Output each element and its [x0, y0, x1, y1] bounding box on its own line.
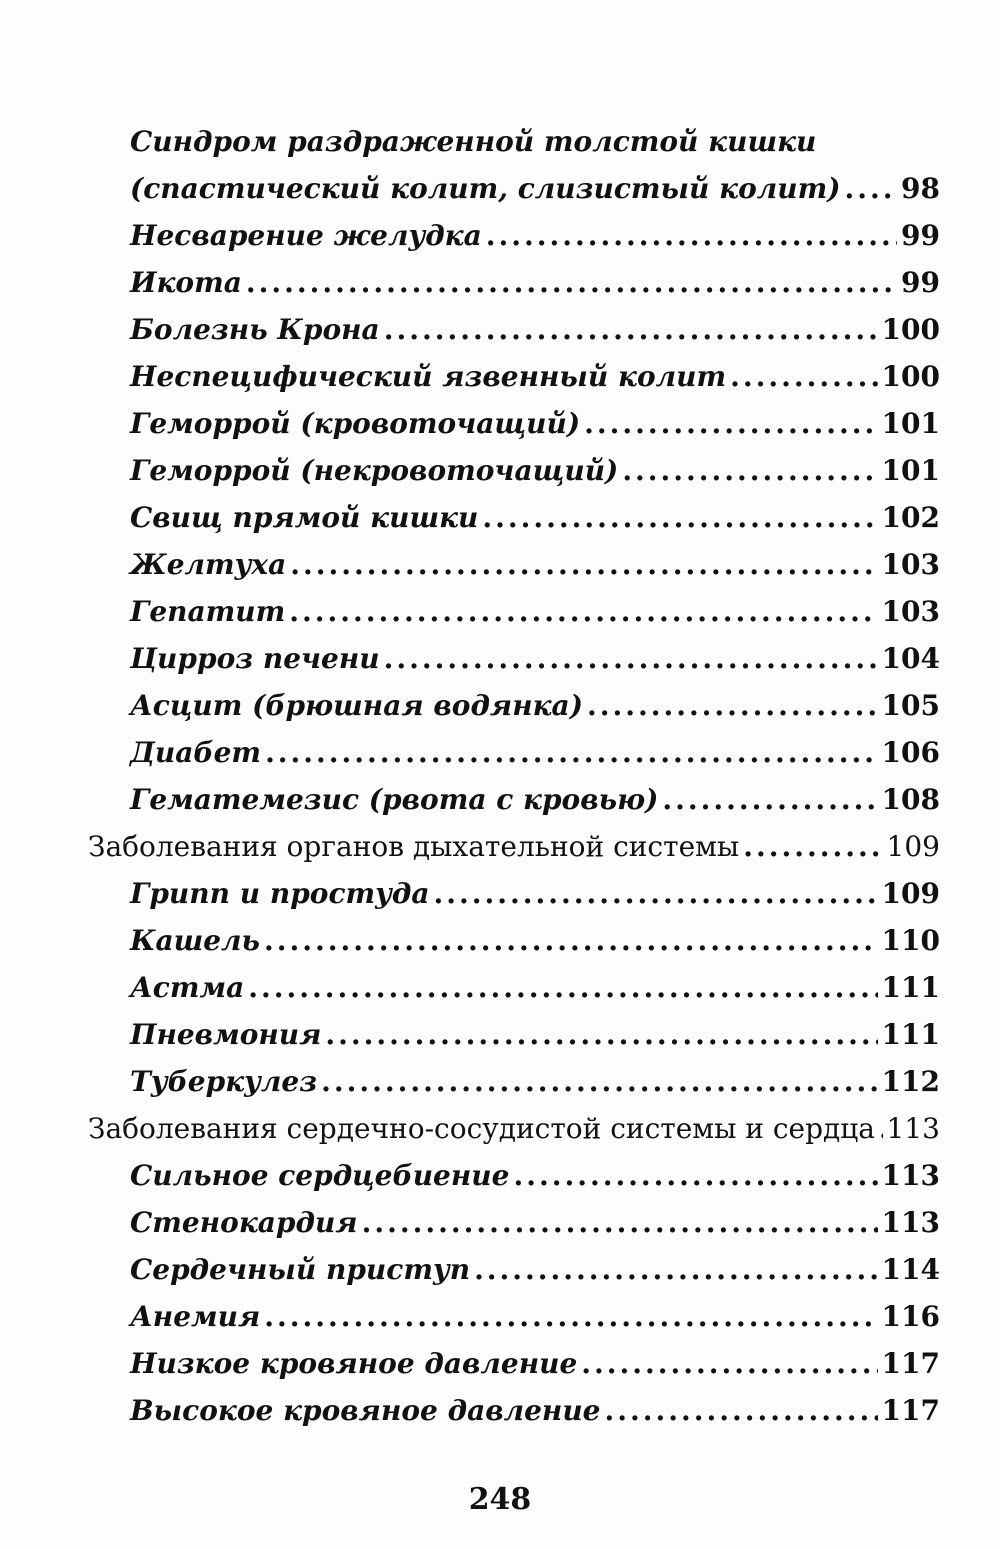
- toc-entry-title: Сердечный приступ: [130, 1253, 471, 1286]
- toc-entry-page: 108: [881, 783, 940, 816]
- toc-entry-title: Геморрой (некровоточащий): [130, 454, 619, 487]
- toc-entry-title: Неспецифический язвенный колит: [130, 360, 727, 393]
- dot-leader: [743, 823, 882, 870]
- toc-entry-page: 113: [881, 1159, 940, 1192]
- toc-entry-row[interactable]: [88, 494, 940, 541]
- toc-entry-page: 113: [886, 1112, 940, 1145]
- toc-entry-title: Геморрой (кровоточащий): [130, 407, 581, 440]
- toc-entry-title: Кашель: [130, 924, 261, 957]
- dot-leader: [246, 259, 897, 306]
- toc-entry-title: Несварение желудка: [130, 219, 482, 252]
- toc-entry-page: 113: [881, 1206, 940, 1239]
- dot-leader: [605, 1387, 878, 1434]
- dot-leader: [325, 1011, 877, 1058]
- dot-leader: [662, 776, 877, 823]
- toc-entry-row[interactable]: [88, 353, 940, 400]
- toc-entry-page: 103: [881, 595, 940, 628]
- toc-entry-page: 101: [881, 407, 940, 440]
- toc-entry-page: 103: [881, 548, 940, 581]
- toc-entry-title: Анемия: [130, 1300, 261, 1333]
- toc-entry-page: 111: [881, 971, 940, 1004]
- toc-entry-row[interactable]: [88, 1246, 940, 1293]
- toc-entry-row[interactable]: [88, 917, 940, 964]
- toc-entry-page: 99: [901, 266, 940, 299]
- toc-intro-line: [88, 118, 940, 165]
- toc-entry-row[interactable]: [88, 1387, 940, 1434]
- toc-entry-page: 98: [901, 172, 940, 205]
- toc-entry-page: 109: [886, 830, 940, 863]
- toc-entry-row[interactable]: [88, 776, 940, 823]
- toc-entry-title: Икота: [130, 266, 242, 299]
- dot-leader: [474, 1246, 877, 1293]
- toc-entry-title: Гепатит: [130, 595, 286, 628]
- toc-entry-row[interactable]: [88, 635, 940, 682]
- dot-leader: [584, 400, 877, 447]
- toc-entry-row[interactable]: [88, 447, 940, 494]
- toc-entry-row[interactable]: [88, 870, 940, 917]
- toc-entry-title: Диабет: [130, 736, 262, 769]
- toc-entry-title: Свищ прямой кишки: [130, 501, 479, 534]
- toc-entry-row[interactable]: [88, 588, 940, 635]
- toc-entry-page: 104: [881, 642, 940, 675]
- toc-entry-row[interactable]: [88, 1011, 940, 1058]
- toc-entry-row[interactable]: [88, 1199, 940, 1246]
- toc-entry-row[interactable]: [88, 729, 940, 776]
- toc-entry-row[interactable]: [88, 165, 940, 212]
- toc-entry-page: 117: [881, 1347, 940, 1380]
- toc-entry-title: Синдром раздраженной толстой кишки: [130, 125, 817, 158]
- dot-leader: [482, 494, 877, 541]
- toc-entry-title: Заболевания органов дыхательной системы: [88, 830, 740, 863]
- dot-leader: [265, 729, 877, 776]
- toc-entry-title: Асцит (брюшная водянка): [130, 689, 583, 722]
- dot-leader: [384, 635, 878, 682]
- dot-leader: [581, 1340, 877, 1387]
- toc-entry-title: Гематемезис (рвота с кровью): [130, 783, 659, 816]
- toc-entry-title: Стенокардия: [130, 1206, 358, 1239]
- toc-entry-title: (спастический колит, слизистый колит): [130, 172, 841, 205]
- dot-leader: [622, 447, 877, 494]
- toc-entry-title: Астма: [130, 971, 245, 1004]
- toc-entry-page: 112: [881, 1065, 940, 1098]
- dot-leader: [362, 1199, 878, 1246]
- toc-entry-row[interactable]: [88, 400, 940, 447]
- toc-entry-title: Цирроз печени: [130, 642, 380, 675]
- toc-entry-row[interactable]: [88, 1293, 940, 1340]
- toc-entry-page: 100: [881, 313, 940, 346]
- toc-entry-page: 110: [881, 924, 940, 957]
- toc-entry-title: Желтуха: [130, 548, 287, 581]
- toc-entry-page: 117: [881, 1394, 940, 1427]
- dot-leader: [844, 165, 897, 212]
- toc-entry-page: 105: [881, 689, 940, 722]
- toc-entry-page: 102: [881, 501, 940, 534]
- toc-entry-title: Заболевания сердечно-сосудистой системы и сердца: [88, 1112, 875, 1145]
- dot-leader: [513, 1152, 877, 1199]
- toc-entry-title: Грипп и простуда: [130, 877, 430, 910]
- toc-entry-row[interactable]: [88, 964, 940, 1011]
- dot-leader: [248, 964, 877, 1011]
- toc-entry-row[interactable]: [88, 1340, 940, 1387]
- table-of-contents: [88, 118, 940, 1434]
- toc-entry-page: 99: [901, 219, 940, 252]
- toc-entry-row[interactable]: [88, 259, 940, 306]
- dot-leader: [264, 917, 878, 964]
- dot-leader: [486, 212, 897, 259]
- toc-entry-row[interactable]: [88, 682, 940, 729]
- toc-entry-page: 114: [881, 1253, 940, 1286]
- dot-leader: [264, 1293, 877, 1340]
- toc-entry-row[interactable]: [88, 306, 940, 353]
- toc-entry-row[interactable]: [88, 212, 940, 259]
- toc-entry-title: Высокое кровяное давление: [130, 1394, 601, 1427]
- dot-leader: [290, 541, 877, 588]
- toc-entry-title: Низкое кровяное давление: [130, 1347, 578, 1380]
- dot-leader: [321, 1058, 877, 1105]
- toc-entry-title: Сильное сердцебиение: [130, 1159, 510, 1192]
- toc-entry-page: 106: [881, 736, 940, 769]
- toc-entry-title: Пневмония: [130, 1018, 322, 1051]
- toc-entry-row[interactable]: [88, 1058, 940, 1105]
- dot-leader: [879, 1105, 883, 1152]
- page-number: 248: [468, 1482, 532, 1517]
- toc-entry-page: 109: [881, 877, 940, 910]
- dot-leader: [384, 306, 878, 353]
- toc-entries: [88, 165, 940, 1434]
- dot-leader: [289, 588, 877, 635]
- toc-entry-page: 101: [881, 454, 940, 487]
- toc-section-row[interactable]: [88, 823, 940, 870]
- toc-entry-page: 100: [881, 360, 940, 393]
- dot-leader: [587, 682, 878, 729]
- dot-leader: [433, 870, 877, 917]
- toc-section-row[interactable]: [88, 1105, 940, 1152]
- toc-entry-page: 116: [881, 1300, 940, 1333]
- dot-leader: [730, 353, 877, 400]
- toc-entry-page: 111: [881, 1018, 940, 1051]
- toc-entry-title: Туберкулез: [130, 1065, 318, 1098]
- toc-entry-row[interactable]: [88, 1152, 940, 1199]
- toc-entry-row[interactable]: [88, 541, 940, 588]
- toc-entry-title: Болезнь Крона: [130, 313, 380, 346]
